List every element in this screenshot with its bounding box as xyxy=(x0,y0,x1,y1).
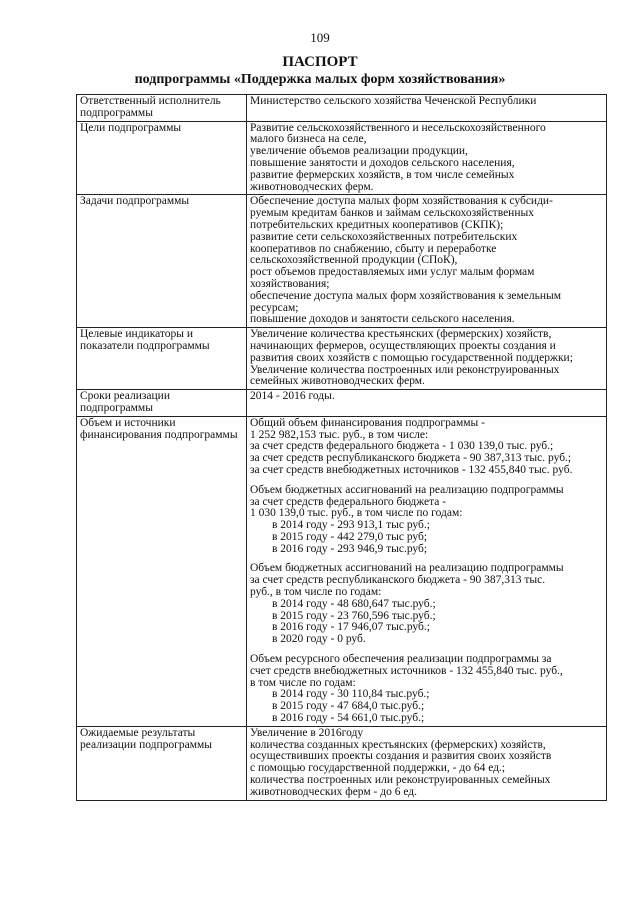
terms-text: 2014 - 2016 годы. xyxy=(250,390,335,403)
funding-republic-years-line: в 2016 году - 17 946,07 тыс.руб.; xyxy=(272,621,430,634)
value-tasks-line: развитие сети сельскохозяйственных потребительских xyxy=(250,230,518,243)
funding-total-line: Общий объем финансирования подпрограммы - xyxy=(250,416,485,429)
funding-extra-years-line: в 2015 году - 47 684,0 тыс.руб.; xyxy=(272,700,425,713)
value-tasks-line: потребительских кредитных кооперативов (СКПК); xyxy=(250,218,504,231)
funding-republic-years-line: в 2015 году - 23 760,596 тыс.руб.; xyxy=(272,609,436,622)
value-tasks-line: Обеспечение доступа малых форм хозяйствования к субсиди- xyxy=(250,195,553,208)
label-tasks: Задачи подпрограммы xyxy=(77,195,247,328)
label-funding: Объем и источники финансирования подпрограммы xyxy=(77,416,247,726)
funding-federal-line: Объем бюджетных ассигнований на реализацию подпрограммы xyxy=(250,483,564,496)
value-goals-line: повышение занятости и доходов сельского населения, xyxy=(250,156,515,169)
label-results: Ожидаемые результаты реализации подпрограммы xyxy=(77,726,247,800)
value-goals-line: животноводческих ферм. xyxy=(250,180,374,193)
label-goals: Цели подпрограммы xyxy=(77,121,247,195)
funding-federal-years-line: в 2016 году - 293 946,9 тыс.руб; xyxy=(272,542,428,555)
row-tasks xyxy=(77,195,607,328)
value-tasks-line: сельскохозяйственной продукции (СПоК), xyxy=(250,254,458,267)
value-indicators-line: развития своих хозяйств с помощью государственной поддержки; xyxy=(250,351,573,364)
row-indicators xyxy=(77,328,607,390)
funding-extra-years-line: в 2016 году - 54 661,0 тыс.руб.; xyxy=(272,712,425,725)
row-goals xyxy=(77,121,607,195)
funding-republic-line: за счет средств республиканского бюджета - 90 387,313 тыс. xyxy=(250,574,546,587)
funding-republic xyxy=(250,563,603,598)
funding-extra-line: Объем ресурсного обеспечения реализации подпрограммы за xyxy=(250,653,552,666)
value-indicators-line: Увеличение количества крестьянских (фермерских) хозяйств, xyxy=(250,328,552,341)
row-responsible xyxy=(77,95,607,122)
value-responsible xyxy=(247,95,607,122)
funding-extra-years-line: в 2014 году - 30 110,84 тыс.руб.; xyxy=(272,688,430,701)
value-results-line: с помощью государственной поддержки, - до 64 ед.; xyxy=(250,762,506,775)
value-tasks-line: руемым кредитам банков и займам сельскохозяйственных xyxy=(250,207,534,220)
responsible-text: Министерство сельского хозяйства Чеченской Республики xyxy=(250,95,537,107)
value-results-line: Увеличение в 2016году xyxy=(250,726,364,739)
row-terms xyxy=(77,390,607,417)
value-results-line: осуществивших проекты создания и развития своих хозяйств xyxy=(250,750,552,763)
label-terms: Сроки реализации подпрограммы xyxy=(77,390,247,417)
funding-extra-line: в том числе по годам: xyxy=(250,676,356,689)
funding-total-line: за счет средств федерального бюджета - 1 030 139,0 тыс. руб.; xyxy=(250,440,554,453)
value-indicators-line: семейных животноводческих ферм. xyxy=(250,375,425,388)
funding-total-line: за счет средств республиканского бюджета - 90 387,313 тыс. руб.; xyxy=(250,452,572,465)
funding-republic-line: Объем бюджетных ассигнований на реализацию подпрограммы xyxy=(250,562,564,575)
value-goals-line: увеличение объемов реализации продукции, xyxy=(250,145,468,158)
value-goals-line: Развитие сельскохозяйственного и несельскохозяйственного xyxy=(250,121,546,134)
passport-table xyxy=(76,94,607,801)
value-tasks-line: кооперативов по снабжению, сбыту и переработке xyxy=(250,242,497,255)
value-terms xyxy=(247,390,607,417)
funding-extra-line: счет средств внебюджетных источников - 132 455,840 тыс. руб., xyxy=(250,664,563,677)
funding-federal xyxy=(250,485,603,520)
funding-republic-years-line: в 2020 году - 0 руб. xyxy=(272,633,366,646)
row-results xyxy=(77,726,607,800)
funding-federal-years-line: в 2015 году - 442 279,0 тыс руб; xyxy=(272,530,428,543)
value-tasks-line: обеспечение доступа малых форм хозяйствования к земельным xyxy=(250,289,562,302)
value-goals-line: малого бизнеса на селе, xyxy=(250,133,367,146)
funding-republic-line: руб., в том числе по годам: xyxy=(250,586,382,599)
funding-federal-line: за счет средств федерального бюджета - xyxy=(250,495,447,508)
funding-federal-years-line: в 2014 году - 293 913,1 тыс руб.; xyxy=(272,519,430,532)
value-tasks-line: повышение доходов и занятости сельского населения. xyxy=(250,313,515,326)
funding-federal-line: 1 030 139,0 тыс. руб., в том числе по годам: xyxy=(250,507,463,520)
label-responsible: Ответственный исполнитель подпрограммы xyxy=(77,95,247,122)
funding-extra-years xyxy=(250,689,603,724)
value-goals-line: развитие фермерских хозяйств, в том числе семейных xyxy=(250,168,515,181)
funding-extra xyxy=(250,654,603,689)
value-results-line: количества построенных или реконструированных семейных xyxy=(250,774,551,787)
value-indicators-line: Увеличение количества построенных или реконструированных xyxy=(250,363,560,376)
value-results-line: животноводческих ферм - до 6 ед. xyxy=(250,785,418,798)
funding-total-line: за счет средств внебюджетных источников - 132 455,840 тыс. руб. xyxy=(250,463,573,476)
funding-total xyxy=(250,418,603,477)
value-results xyxy=(247,726,607,800)
document-subtitle: подпрограммы «Поддержка малых форм хозяйствования» xyxy=(134,72,506,87)
value-indicators xyxy=(247,328,607,390)
funding-federal-years xyxy=(250,520,603,555)
row-funding xyxy=(77,416,607,726)
value-funding xyxy=(247,416,607,726)
value-tasks-line: ресурсам; xyxy=(250,301,299,314)
value-goals xyxy=(247,121,607,195)
value-indicators-line: начинающих фермеров, осуществляющих проекты создания и xyxy=(250,339,556,352)
value-tasks-line: рост объемов предоставляемых ими услуг малым формам xyxy=(250,266,535,279)
document-title: ПАСПОРТ xyxy=(282,54,358,70)
label-indicators: Целевые индикаторы и показатели подпрограммы xyxy=(77,328,247,390)
value-tasks xyxy=(247,195,607,328)
value-results-line: количества созданных крестьянских (фермерских) хозяйств, xyxy=(250,738,546,751)
funding-republic-years xyxy=(250,599,603,646)
funding-republic-years-line: в 2014 году - 48 680,647 тыс.руб.; xyxy=(272,597,436,610)
funding-total-line: 1 252 982,153 тыс. руб., в том числе: xyxy=(250,428,429,441)
page-number: 109 xyxy=(310,30,330,45)
value-tasks-line: хозяйствования; xyxy=(250,277,330,290)
